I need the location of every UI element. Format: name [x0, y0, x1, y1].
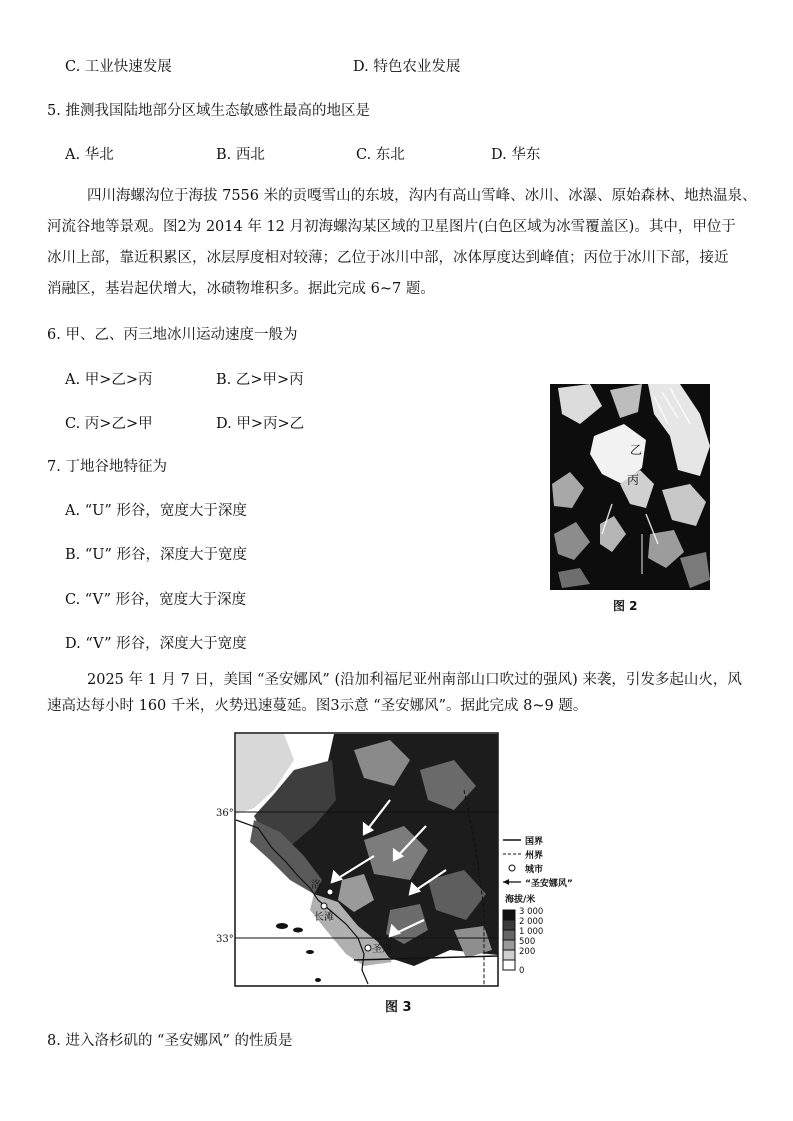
figure-2-satellite-image: [550, 384, 710, 590]
q6-option-c: C. 丙>乙>甲: [65, 416, 153, 432]
lat-33-label: 33°: [216, 934, 234, 945]
q5-option-b: B. 西北: [216, 147, 265, 163]
q7-option-d: D. “V” 形谷，深度大于宽度: [65, 636, 247, 652]
passage2-line: 2025 年 1 月 7 日，美国 “圣安娜风” (沿加利福尼亚州南部山口吹过的强风) 来袭，引发多起山火，风: [87, 672, 742, 688]
q4-option-d: D. 特色农业发展: [353, 59, 461, 75]
q5-stem: 5. 推测我国陆地部分区域生态敏感性最高的地区是: [47, 103, 370, 119]
passage-haiyuogou: [47, 181, 757, 305]
q7-stem: 7. 丁地谷地特征为: [47, 459, 167, 475]
q5-option-a: A. 华北: [65, 147, 114, 163]
fig2-label-yi: 乙: [630, 443, 643, 457]
figure-3-map: [214, 730, 596, 992]
q5-option-d: D. 华东: [491, 147, 541, 163]
legend-city: 城市: [525, 865, 544, 875]
passage1-line: 河流谷地等景观。图2为 2014 年 12 月初海螺沟某区域的卫星图片(白色区域为冰雪覆盖区)。其中，甲位于: [47, 219, 736, 235]
lat-36-label: 36°: [216, 808, 234, 819]
passage1-line: 消融区，基岩起伏增大，冰碛物堆积多。据此完成 6~7 题。: [47, 281, 435, 297]
passage1-line: 冰川上部，靠近积累区，冰层厚度相对较薄；乙位于冰川中部，冰体厚度达到峰值；丙位于冰川下部，接近: [47, 250, 729, 266]
legend-elev-500: 500: [519, 937, 536, 947]
q6-stem: 6. 甲、乙、丙三地冰川运动速度一般为: [47, 327, 298, 343]
legend-elev-3000: 3 000: [519, 907, 544, 917]
q6-option-d: D. 甲>丙>乙: [216, 416, 305, 432]
legend-elev-1000: 1 000: [519, 927, 544, 937]
figure-3-legend: [503, 835, 573, 976]
legend-elev-2000: 2 000: [519, 917, 544, 927]
q5-option-c: C. 东北: [356, 147, 405, 163]
legend-elev-0: 0: [519, 966, 525, 976]
figure-3-caption: 图 3: [385, 1000, 412, 1015]
q4-option-c: C. 工业快速发展: [65, 59, 172, 75]
q7-option-c: C. “V” 形谷，宽度大于深度: [65, 592, 247, 608]
q7-option-a: A. “U” 形谷，宽度大于深度: [65, 503, 247, 519]
passage-santa-ana: [47, 667, 757, 719]
q8-stem: 8. 进入洛杉矶的 “圣安娜风” 的性质是: [47, 1033, 293, 1049]
q6-option-a: A. 甲>乙>丙: [65, 372, 153, 388]
legend-elev-200: 200: [519, 947, 536, 957]
passage2-line: 速高达每小时 160 千米，火势迅速蔓延。图3示意 “圣安娜风”。据此完成 8~9 题。: [47, 698, 588, 714]
fig2-label-bing: 丙: [627, 473, 640, 487]
city-label-san-diego: 圣迭: [372, 944, 392, 955]
legend-national-border: 国界: [525, 837, 544, 847]
q6-option-b: B. 乙>甲>丙: [216, 372, 304, 388]
passage1-line: 四川海螺沟位于海拔 7556 米的贡嘎雪山的东坡，沟内有高山雪峰、冰川、冰瀑、原始森林、地热温泉、: [87, 188, 757, 204]
legend-elevation-title: 海拔/米: [505, 895, 536, 905]
figure-2-caption: 图 2: [613, 599, 638, 613]
city-label-los-angeles: 洛: [311, 880, 321, 891]
q7-option-b: B. “U” 形谷，深度大于宽度: [65, 547, 248, 563]
city-label-long-beach: 长滩: [314, 912, 334, 923]
legend-santa-ana-wind: “圣安娜风”: [525, 879, 573, 889]
legend-state-border: 州界: [525, 851, 544, 861]
